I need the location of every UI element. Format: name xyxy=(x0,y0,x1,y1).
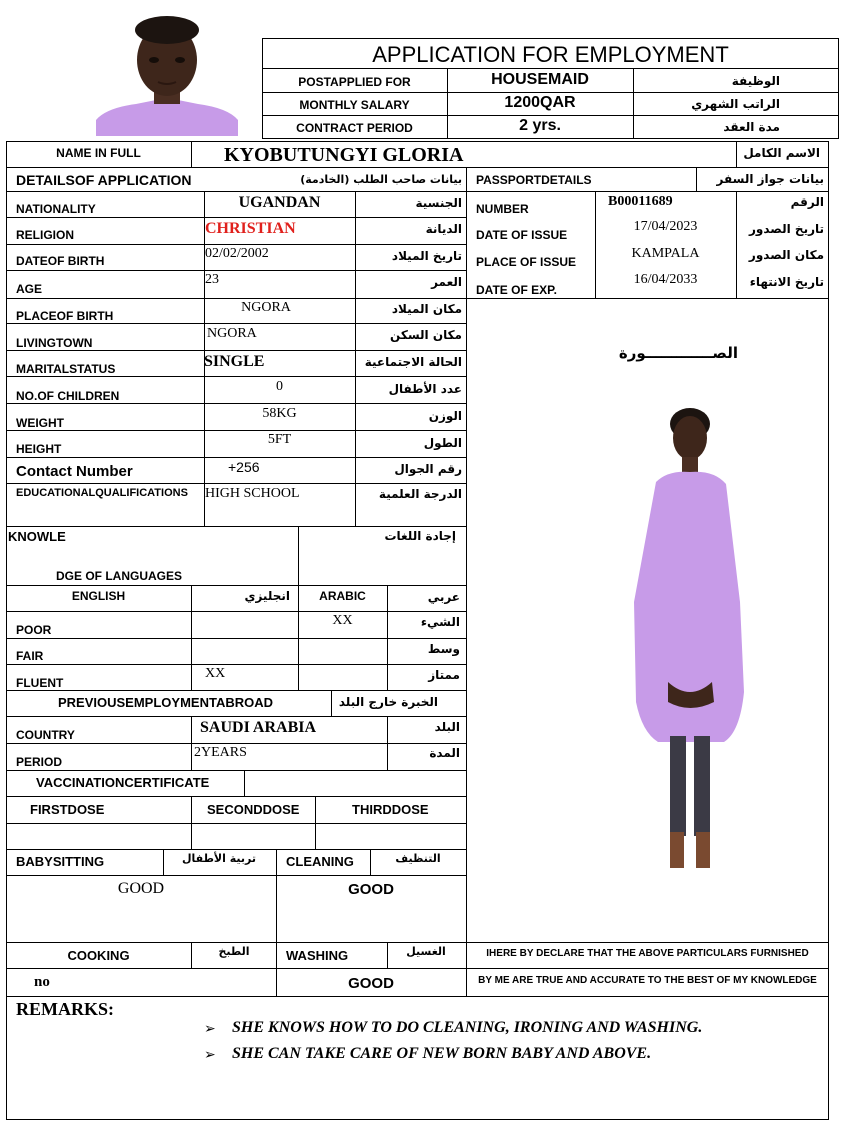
issue-place-value: KAMPALA xyxy=(631,246,700,261)
nationality-ar: الجنسية xyxy=(415,196,462,210)
marital-status-ar: الحالة الاجتماعية xyxy=(364,355,462,369)
height-label: HEIGHT xyxy=(16,442,62,456)
third-dose-label: THIRDDOSE xyxy=(352,802,429,817)
poor-label: POOR xyxy=(16,623,52,637)
post-applied-label: POSTAPPLIED FOR xyxy=(298,75,411,89)
poor-ar: الشيء xyxy=(420,615,460,629)
monthly-salary-value: 1200QAR xyxy=(504,94,576,111)
monthly-salary-ar: الراتب الشهري xyxy=(691,97,780,111)
previous-employment-ar: الخبرة خارج البلد xyxy=(338,695,438,709)
education-ar: الدرجة العلمية xyxy=(378,487,462,501)
fluent-ar: ممتاز xyxy=(428,668,460,682)
living-town-value: NGORA xyxy=(207,326,257,341)
living-town-label: LIVINGTOWN xyxy=(16,336,93,350)
page-title: APPLICATION FOR EMPLOYMENT xyxy=(372,42,729,67)
issue-place-label: PLACE OF ISSUE xyxy=(476,255,577,269)
country-label: COUNTRY xyxy=(16,728,75,742)
photo-title-ar: الصـــــــــــــورة xyxy=(618,344,738,362)
contact-number-ar: رقم الجوال xyxy=(394,462,462,476)
declaration-line-1: IHERE BY DECLARE THAT THE ABOVE PARTICULARS FURNISHED xyxy=(486,948,809,959)
details-heading-ar: بيانات صاحب الطلب (الخادمة) xyxy=(300,173,462,186)
washing-label: WASHING xyxy=(286,948,349,963)
cleaning-ar: التنظيف xyxy=(395,852,441,865)
living-town-ar: مكان السكن xyxy=(390,328,462,342)
cleaning-value: GOOD xyxy=(348,881,394,898)
period-ar: المدة xyxy=(429,746,460,760)
fair-label: FAIR xyxy=(16,649,44,663)
cooking-value: no xyxy=(34,974,50,990)
poor-arabic: XX xyxy=(332,613,353,628)
place-of-birth-ar: مكان الميلاد xyxy=(391,302,462,316)
age-label: AGE xyxy=(16,282,43,296)
english-label: ENGLISH xyxy=(71,589,126,603)
issue-date-value: 17/04/2023 xyxy=(633,219,698,234)
country-ar: البلد xyxy=(434,720,460,734)
expiry-date-label: DATE OF EXP. xyxy=(476,283,557,297)
fluent-label: FLUENT xyxy=(16,676,64,690)
portrait-illustration xyxy=(96,8,238,136)
age-value: 23 xyxy=(205,272,219,287)
contract-period-label: CONTRACT PERIOD xyxy=(296,121,413,135)
cooking-label: COOKING xyxy=(67,948,130,963)
remarks-bullet-2-icon: ➢ xyxy=(204,1046,216,1062)
religion-value: CHRISTIAN xyxy=(205,220,296,237)
languages-label-top: KNOWLE xyxy=(8,529,66,544)
declaration-line-2: BY ME ARE TRUE AND ACCURATE TO THE BEST OF MY KNOWLEDGE xyxy=(478,975,817,986)
weight-ar: الوزن xyxy=(428,409,462,423)
issue-date-label: DATE OF ISSUE xyxy=(476,228,568,242)
passport-heading: PASSPORTDETAILS xyxy=(476,173,592,187)
passport-number-label: NUMBER xyxy=(476,202,529,216)
english-ar: انجليزي xyxy=(244,589,290,603)
contract-period-value: 2 yrs. xyxy=(519,117,561,134)
name-label: NAME IN FULL xyxy=(56,146,141,160)
post-applied-ar: الوظيفة xyxy=(731,74,780,88)
full-body-photo xyxy=(628,402,748,872)
period-label: PERIOD xyxy=(16,755,63,769)
babysitting-value: GOOD xyxy=(117,880,165,897)
name-ar: الاسم الكامل xyxy=(743,146,820,160)
arabic-ar: عربي xyxy=(427,590,460,604)
portrait-photo xyxy=(96,8,238,136)
children-ar: عدد الأطفال xyxy=(388,382,462,396)
remarks-label: REMARKS: xyxy=(16,999,114,1019)
washing-ar: الغسيل xyxy=(406,945,446,958)
dob-label: DATEOF BIRTH xyxy=(16,254,105,268)
education-label: EDUCATIONALQUALIFICATIONS xyxy=(16,487,188,499)
washing-value: GOOD xyxy=(348,975,394,992)
dob-value: 02/02/2002 xyxy=(205,246,269,261)
cooking-ar: الطبخ xyxy=(218,945,250,958)
marital-status-value: SINGLE xyxy=(204,353,265,370)
babysitting-label: BABYSITTING xyxy=(16,854,105,869)
remark-item-1: SHE KNOWS HOW TO DO CLEANING, IRONING AND WASHING. xyxy=(232,1019,703,1036)
nationality-value: UGANDAN xyxy=(238,194,321,211)
monthly-salary-label: MONTHLY SALARY xyxy=(299,98,410,112)
place-of-birth-label: PLACEOF BIRTH xyxy=(16,309,114,323)
weight-value: 58KG xyxy=(262,406,297,421)
fair-ar: وسط xyxy=(427,642,460,656)
babysitting-ar: تربية الأطفال xyxy=(181,852,256,865)
religion-label: RELIGION xyxy=(16,228,75,242)
weight-label: WEIGHT xyxy=(16,416,64,430)
vaccination-label: VACCINATIONCERTIFICATE xyxy=(36,775,210,790)
children-value: 0 xyxy=(276,379,283,394)
education-value: HIGH SCHOOL xyxy=(205,486,300,501)
issue-date-ar: تاريخ الصدور xyxy=(749,222,824,236)
second-dose-label: SECONDDOSE xyxy=(207,802,300,817)
contract-period-ar: مدة العقد xyxy=(723,120,780,134)
passport-number-value: B00011689 xyxy=(608,194,673,209)
place-of-birth-value: NGORA xyxy=(241,300,291,315)
post-applied-value: HOUSEMAID xyxy=(491,71,589,88)
marital-status-label: MARITALSTATUS xyxy=(16,362,116,376)
children-label: NO.OF CHILDREN xyxy=(16,389,120,403)
passport-number-ar: الرقم xyxy=(790,195,824,209)
age-ar: العمر xyxy=(431,275,462,289)
contact-number-value: +256 xyxy=(228,459,260,475)
height-ar: الطول xyxy=(423,436,462,450)
religion-ar: الديانة xyxy=(425,222,462,236)
passport-heading-ar: بيانات جواز السفر xyxy=(716,172,824,186)
contact-number-label: Contact Number xyxy=(16,463,133,480)
languages-label-bottom: DGE OF LANGUAGES xyxy=(56,569,183,583)
period-value: 2YEARS xyxy=(194,745,247,760)
height-value: 5FT xyxy=(267,432,292,447)
previous-employment-label: PREVIOUSEMPLOYMENTABROAD xyxy=(58,695,273,710)
fluent-english: XX xyxy=(205,666,226,681)
issue-place-ar: مكان الصدور xyxy=(748,248,824,262)
expiry-date-value: 16/04/2033 xyxy=(633,272,698,287)
full-body-illustration xyxy=(628,402,748,872)
remark-item-2: SHE CAN TAKE CARE OF NEW BORN BABY AND ABOVE. xyxy=(232,1045,652,1062)
remarks-bullet-1-icon: ➢ xyxy=(204,1020,216,1036)
country-value: SAUDI ARABIA xyxy=(200,719,317,736)
nationality-label: NATIONALITY xyxy=(16,202,96,216)
cleaning-label: CLEANING xyxy=(286,854,354,869)
details-heading: DETAILSOF APPLICATION xyxy=(16,172,192,188)
arabic-label: ARABIC xyxy=(319,589,366,603)
expiry-date-ar: تاريخ الانتهاء xyxy=(749,275,824,289)
languages-ar: إجادة اللغات xyxy=(384,529,456,543)
full-name-value: KYOBUTUNGYI GLORIA xyxy=(224,144,464,166)
first-dose-label: FIRSTDOSE xyxy=(30,802,105,817)
dob-ar: تاريخ الميلاد xyxy=(391,249,462,263)
